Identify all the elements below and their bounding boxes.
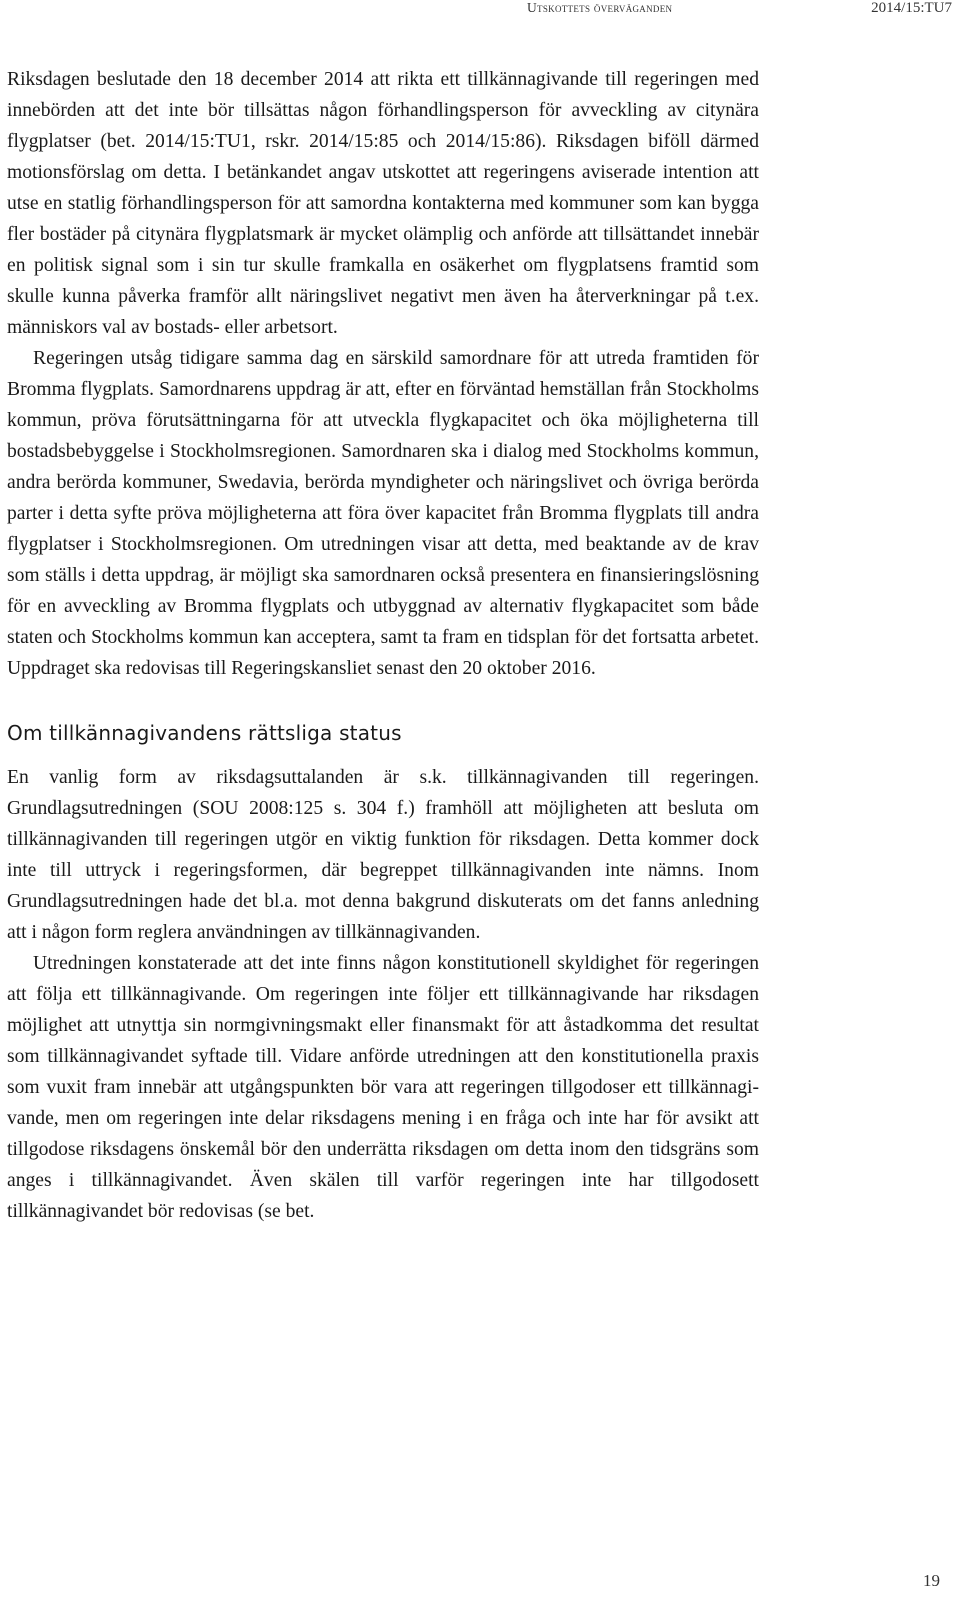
page-number: 19 <box>923 1571 940 1590</box>
document-body <box>7 64 759 1227</box>
running-header-section-title: Utskottets överväganden <box>527 0 673 15</box>
running-header-report-number: 2014/15:TU7 <box>871 0 952 16</box>
body-paragraph-3: En vanlig form av riksdagsuttalanden är s.k. tillkännagivanden till regeringen. Grundlagsutredningen (SOU 2008:125 s. 304 f.) framhöll att möjligheten att besluta om tillkännagivanden till regeringen utgör en viktig funktion för riksdagen. Detta kommer dock inte till uttryck i regeringsformen, där begreppet tillkännagivanden inte nämns. Inom Grundlagsutredningen hade det bl.a. mot denna bakgrund diskuterats om det fanns anledning att i någon form reglera användningen av tillkännagivanden. <box>7 767 759 943</box>
body-paragraph-2: Regeringen utsåg tidigare samma dag en särskild samordnare för att utreda framtiden för Bromma flygplats. Samordnarens uppdrag är att, efter en förväntad hemställan från Stockholms kommun, pröva förutsättningarna för att utveckla flygkapacitet och öka möjligheterna till bostadsbebyggelse i Stockholmsregionen. Samordnaren ska i dialog med Stockholms kommun, andra berörda kommuner, Swedavia, berörda myndigheter och näringslivet och övriga berörda parter i detta syfte pröva möjligheterna att föra över kapacitet från Bromma flygplats till andra flygplatser i Stockholmsregionen. Om utredningen visar att detta, med beaktande av de krav som ställs i detta uppdrag, är möjligt ska samordnaren också presentera en finansieringslösning för en avveckling av Bromma flygplats och utbyggnad av alternativ flygkapacitet som både staten och Stockholms kommun kan acceptera, samt ta fram en tidsplan för det fortsatta arbetet. Uppdraget ska redovisas till Regeringskansliet senast den 20 oktober 2016. <box>7 348 759 679</box>
body-paragraph-1: Riksdagen beslutade den 18 december 2014 att rikta ett tillkännagivande till regeringen med innebörden att det inte bör tillsättas någon förhandlingsperson för avveckling av citynära flygplatser (bet. 2014/15:TU1, rskr. 2014/15:85 och 2014/15:86). Riksdagen biföll därmed motionsförslag om detta. I betänkandet angav utskottet att regeringens aviserade intention att utse en statlig förhandlingsperson för att samordna kontakterna med kommuner som kan bygga fler bostäder på citynära flygplatsmark är mycket olämplig och anförde att tillsättandet innebär en politisk signal som i sin tur skulle framkalla en osäkerhet om flygplatsens framtid som skulle kunna påverka framför allt näringslivet negativt men även ha återverkningar på t.ex. människors val av bostads- eller arbetsort. <box>7 69 759 338</box>
running-header <box>0 0 960 30</box>
body-paragraph-4: Utredningen konstaterade att det inte finns någon konstitutionell skyldighet för regeringen att följa ett tillkännagivande. Om regeringen inte följer ett tillkännagivande har riksdagen möjlighet att utnyttja sin normgivningsmakt eller finansmakt för att åstadkomma det resultat som tillkännagivandet syftade till. Vidare anförde utredningen att den konstitutionella praxis som vuxit fram innebär att utgångspunkten bör vara att regeringen tillgodoser ett tillkännagivande, men om regeringen inte delar riksdagens mening i en fråga och inte har för avsikt att tillgodose riksdagens önskemål bör den underrätta riksdagen om detta inom den tidsgräns som anges i tillkännagivandet. Även skälen till varför regeringen inte har tillgodosett tillkännagivandet bör redovisas (se bet. <box>7 953 759 1222</box>
heading-spacer <box>7 684 759 720</box>
section-heading: Om tillkännagivandens rättsliga status <box>7 721 402 745</box>
heading-spacer-after <box>7 746 759 762</box>
